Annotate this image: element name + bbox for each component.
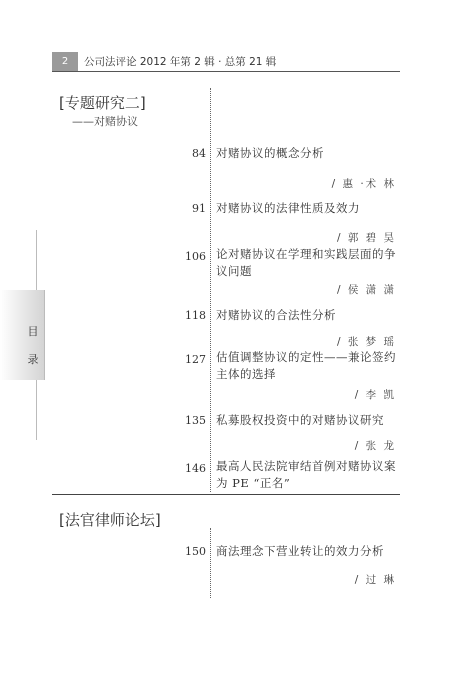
toc-entry-author: / 张 梦 瑶 (336, 336, 396, 348)
dotted-divider (210, 88, 211, 492)
side-tab-label-bottom: 录 (27, 353, 39, 366)
toc-entry-title[interactable]: 对赌协议的合法性分析 (216, 308, 336, 322)
section-title: [专题研究二] (59, 94, 146, 112)
toc-entry-author: / 李 凯 (354, 389, 396, 401)
toc-page-number: 118 (185, 309, 206, 322)
toc-entry-author: / 张 龙 (354, 440, 396, 452)
section-subtitle: ——对赌协议 (72, 115, 138, 128)
side-guide-line (36, 380, 37, 440)
toc-entry-title[interactable]: 商法理念下营业转让的效力分析 (216, 544, 384, 558)
section-rule (52, 494, 400, 495)
toc-entry-title[interactable]: 对赌协议的法律性质及效力 (216, 201, 360, 215)
dotted-divider (210, 528, 211, 598)
toc-entry-title[interactable]: 论对赌协议在学理和实践层面的争议问题 (216, 247, 396, 278)
toc-page-number: 135 (185, 414, 206, 427)
side-guide-line (36, 230, 37, 290)
toc-entry-author: / 侯 潇 潇 (336, 284, 396, 296)
section-title: [法官律师论坛] (59, 511, 161, 529)
toc-entry-title[interactable]: 对赌协议的概念分析 (216, 146, 324, 160)
toc-page-number: 146 (185, 462, 206, 475)
side-tab-label (26, 318, 40, 374)
header-rule (52, 71, 400, 72)
page-number: 2 (61, 56, 69, 67)
toc-page-number: 84 (192, 147, 206, 160)
toc-page-number: 127 (185, 353, 206, 366)
toc-entry-title[interactable]: 私募股权投资中的对赌协议研究 (216, 413, 384, 427)
toc-entry-author: / 惠 ·术 林 (331, 178, 396, 190)
toc-entry-title[interactable]: 估值调整协议的定性——兼论签约主体的选择 (216, 350, 396, 381)
toc-entry-title[interactable]: 最高人民法院审结首例对赌协议案为 PE “正名” (216, 459, 396, 490)
toc-page-number: 106 (185, 250, 206, 263)
toc-entry-author: / 过 琳 (354, 574, 396, 586)
journal-title: 公司法评论 2012 年第 2 辑 · 总第 21 辑 (84, 56, 277, 68)
toc-page-number: 150 (185, 545, 206, 558)
toc-entry-author: / 郭 碧 昊 (336, 232, 396, 244)
page-number-badge (52, 52, 78, 71)
toc-page-number: 91 (192, 202, 206, 215)
side-tab-label-top: 目 (27, 325, 39, 338)
